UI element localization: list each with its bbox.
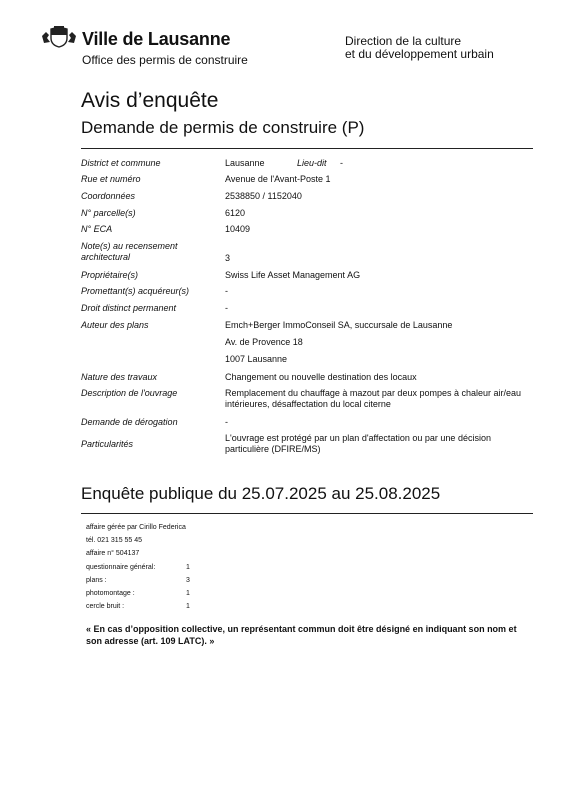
managed-by: affaire gérée par Cirillo Federica xyxy=(86,524,186,531)
document-title: Avis d’enquête xyxy=(81,89,219,112)
promettant-value: - xyxy=(225,286,228,296)
architectural-note-value: 3 xyxy=(225,253,231,263)
case-number: affaire n° 504137 xyxy=(86,550,140,557)
promettant-label: Promettant(s) acquéreur(s) xyxy=(81,286,190,296)
lieu-dit-label: Lieu-dit xyxy=(297,158,327,168)
lieu-dit-value: - xyxy=(340,158,343,168)
coordinates-label: Coordonnées xyxy=(81,191,136,201)
derogation-label: Demande de dérogation xyxy=(81,417,178,427)
owner-label: Propriétaire(s) xyxy=(81,270,139,280)
description-label: Description de l'ouvrage xyxy=(81,388,178,398)
photomontage-label: photomontage : xyxy=(86,590,135,597)
opposition-note: « En cas d’opposition collective, un représentant commun doit être désigné en indiquant son nom et son adresse (art. 109 LATC). » xyxy=(86,624,517,646)
eca-label: N° ECA xyxy=(81,224,113,234)
parcel-value: 6120 xyxy=(225,208,246,218)
photomontage-value: 1 xyxy=(186,590,190,597)
author-street: Av. de Provence 18 xyxy=(225,337,303,347)
street-label: Rue et numéro xyxy=(81,174,141,184)
cercle-bruit-label: cercle bruit : xyxy=(86,603,125,610)
derogation-value: - xyxy=(225,417,228,427)
questionnaire-label: questionnaire général: xyxy=(86,564,156,571)
particularites-label: Particularités xyxy=(81,439,134,449)
organization-name: Ville de Lausanne xyxy=(82,29,231,49)
public-inquiry-dates: Enquête publique du 25.07.2025 au 25.08.2025 xyxy=(81,484,441,503)
plans-label: plans : xyxy=(86,577,107,584)
department-name xyxy=(345,35,545,61)
lausanne-coat-of-arms-icon xyxy=(40,26,78,48)
street-value: Avenue de l'Avant-Poste 1 xyxy=(225,174,331,184)
author-name: Emch+Berger ImmoConseil SA, succursale de Lausanne xyxy=(225,320,453,330)
department-line-1: Direction de la culture xyxy=(345,34,462,48)
plans-value: 3 xyxy=(186,577,190,584)
document-subtitle: Demande de permis de construire (P) xyxy=(81,118,365,137)
parcel-label: N° parcelle(s) xyxy=(81,208,136,218)
eca-value: 10409 xyxy=(225,224,251,234)
author-label: Auteur des plans xyxy=(81,320,149,330)
architectural-note-label: Note(s) au recensement architectural xyxy=(81,241,178,262)
office-name: Office des permis de construire xyxy=(82,53,248,67)
questionnaire-value: 1 xyxy=(186,564,190,571)
droit-distinct-label: Droit distinct permanent xyxy=(81,303,177,313)
phone: tél. 021 315 55 45 xyxy=(86,537,143,544)
divider xyxy=(81,148,533,149)
divider xyxy=(81,513,533,514)
author-city: 1007 Lausanne xyxy=(225,354,288,364)
district-label: District et commune xyxy=(81,158,161,168)
owner-value: Swiss Life Asset Management AG xyxy=(225,270,361,280)
nature-label: Nature des travaux xyxy=(81,372,158,382)
nature-value: Changement ou nouvelle destination des locaux xyxy=(225,372,417,382)
droit-distinct-value: - xyxy=(225,303,228,313)
description-value: Remplacement du chauffage à mazout par deux pompes à chaleur air/eau intérieures, désaffectation du local citerne xyxy=(225,388,522,409)
district-value: Lausanne xyxy=(225,158,265,168)
coordinates-value: 2538850 / 1152040 xyxy=(225,191,302,201)
particularites-value: L'ouvrage est protégé par un plan d'affectation ou par une décision particulière (DFIRE/MS) xyxy=(225,433,491,454)
department-line-2: et du développement urbain xyxy=(345,47,494,61)
cercle-bruit-value: 1 xyxy=(186,603,190,610)
